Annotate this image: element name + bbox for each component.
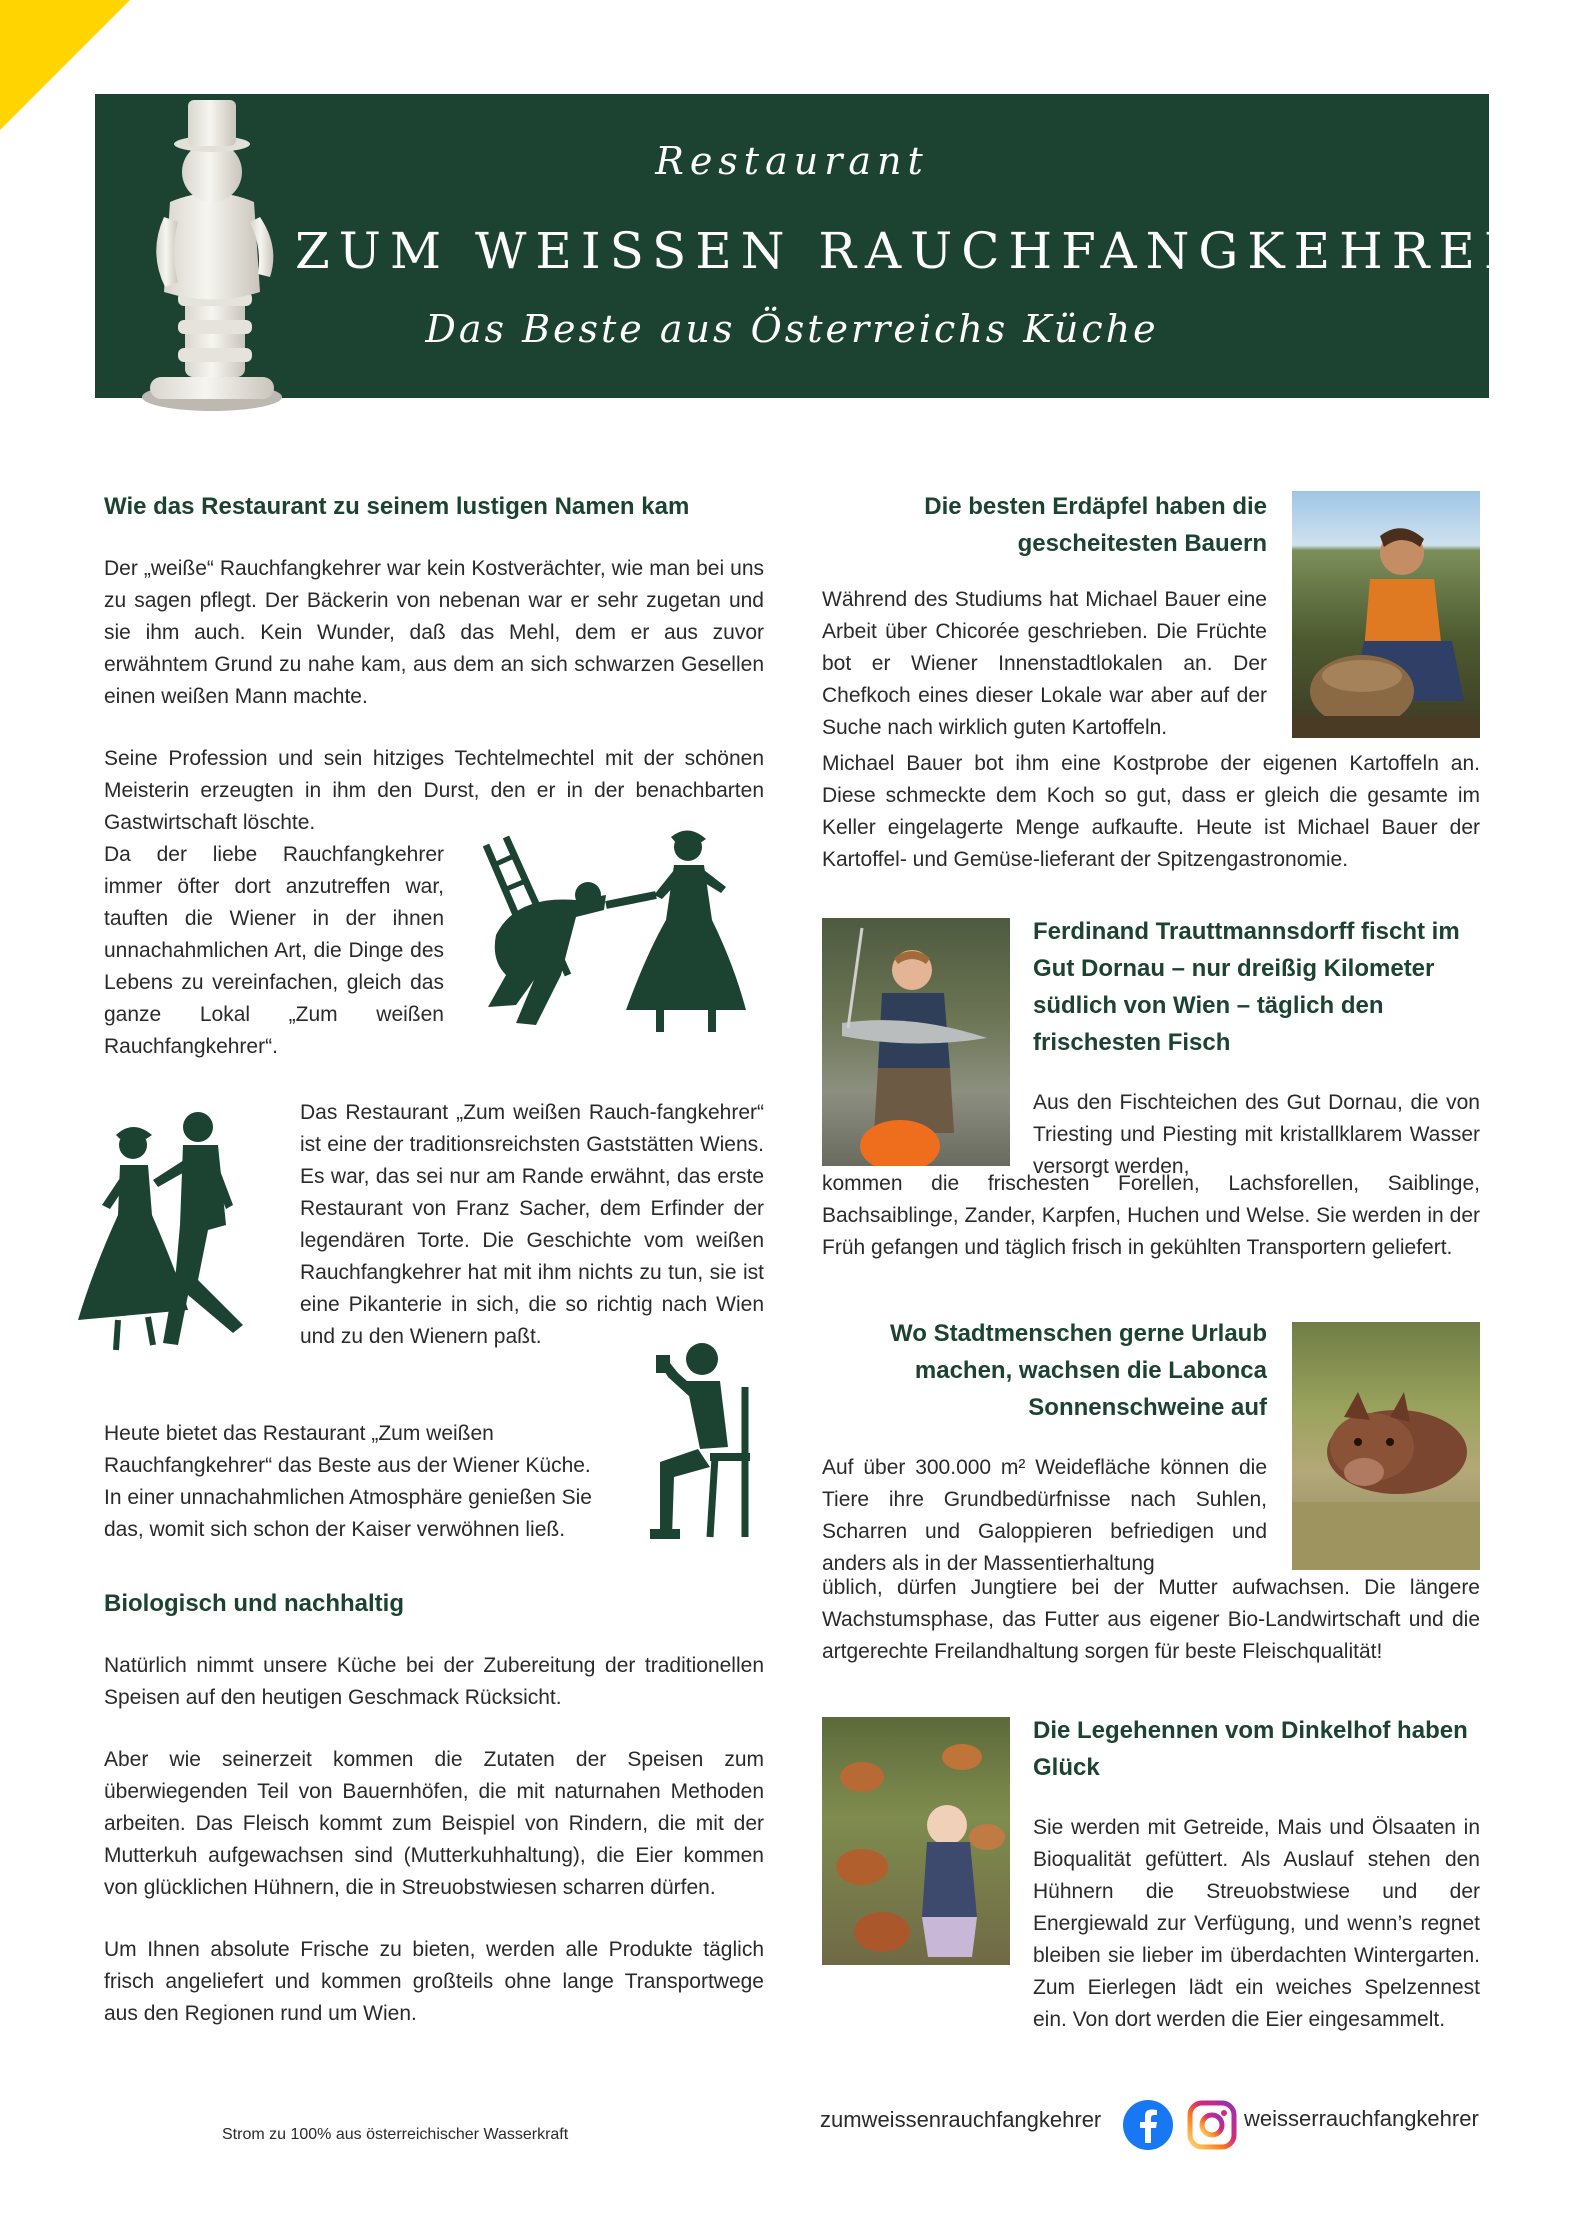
header-kicker: Restaurant xyxy=(655,139,929,183)
instagram-icon[interactable] xyxy=(1186,2099,1238,2151)
farmer-potatoes-photo xyxy=(1292,491,1480,738)
potatoes-section xyxy=(822,488,1267,744)
facebook-link[interactable] xyxy=(820,2106,1101,2133)
chimney-sweep-figurine xyxy=(120,92,300,417)
pigs-section xyxy=(822,1315,1267,1580)
header-banner xyxy=(95,94,1531,398)
section-heading-biologisch: Biologisch und nachhaltig xyxy=(104,1590,404,1617)
facebook-handle: zumweissenrauchfangkehrer xyxy=(820,2107,1102,2133)
facebook-icon[interactable] xyxy=(1122,2099,1174,2151)
fish-paragraph-cont: kommen die frischesten Forellen, Lachsforellen, Saiblinge, Bachsaiblinge, Zander, Karpfen, Huchen und Welse. Sie werden in der Früh gefangen und täglich frisch in gekühlten Transportern geliefert. xyxy=(822,1172,1480,1259)
biologisch-paragraph-3: Um Ihnen absolute Frische zu bieten, werden alle Produkte täglich frisch angeliefert und kommen großteils ohne lange Transportwege aus den Regionen rund um Wien. xyxy=(104,1938,764,2025)
silhouette-sweep-and-lady xyxy=(476,825,766,1047)
name-origin-paragraph-2a: Seine Profession und sein hitziges Techtelmechtel mit der schönen Meisterin erzeugten in ihm den Durst, den er in der benachbarten Gastwirtschaft löschte. xyxy=(104,747,764,834)
hens-paragraph: Sie werden mit Getreide, Mais und Ölsaaten in Bioqualität gefüttert. Als Auslauf stehen den Hühnern die Streuobstwiese und der Energiewald zur Verfügung, und wenn’s regnet bleiben sie lieber im überdachten Wintergarten. Zum Eierlegen lädt ein weiches Spelzennest ein. Von dort werden die Eier eingesammelt. xyxy=(1033,1816,1480,2031)
fish-paragraph: Aus den Fischteichen des Gut Dornau, die von Triesting und Piesting mit kristallklarem Wasser versorgt werden, xyxy=(1033,1091,1480,1178)
section-heading-name-origin: Wie das Restaurant zu seinem lustigen Namen kam xyxy=(104,493,690,520)
silhouette-dancing-couple xyxy=(58,1105,288,1355)
pig-photo xyxy=(1292,1322,1480,1570)
potatoes-paragraph-cont: Michael Bauer bot ihm eine Kostprobe der eigenen Kartoffeln an. Diese schmeckte dem Koch so gut, dass er gleich die gesamte im Keller eingelagerte Menge aufkaufte. Heute ist Michael Bauer der Kartoffel- und Gemüse-lieferant der Spitzengastronomie. xyxy=(822,752,1480,871)
silhouette-seated-drinker xyxy=(650,1337,762,1543)
potatoes-heading: Die besten Erdäpfel haben die gescheitesten Bauern xyxy=(924,493,1267,557)
restaurant-title: ZUM WEISSEN RAUCHFANGKEHRER xyxy=(295,222,1531,280)
section-biologisch xyxy=(104,1585,764,2030)
biologisch-paragraph-2: Aber wie seinerzeit kommen die Zutaten der Speisen zum überwiegenden Teil von Bauernhöfen, die mit naturnahen Methoden arbeiten. Das Fleisch kommt zum Beispiel von Rindern, die mit der Mutterkuh aufgewachsen sind (Mutterkuhhaltung), die Eier kommen von glücklichen Hühnern, die in Streuobstwiesen scharren dürfen. xyxy=(104,1748,764,1899)
pigs-heading: Wo Stadtmenschen gerne Urlaub machen, wachsen die Labonca Sonnenschweine auf xyxy=(890,1320,1267,1421)
potatoes-paragraph: Während des Studiums hat Michael Bauer eine Arbeit über Chicorée geschrieben. Die Früchte bot er Wiener Innenstadtlokalen an. Der Chefkoch eines dieser Lokale war aber auf der Suche nach wirklich guten Kartoffeln. xyxy=(822,588,1267,739)
name-origin-paragraph-2b: Da der liebe Rauchfangkehrer immer öfter dort anzutreffen war, tauften die Wiener in der ihnen unnachahmlichen Art, die Dinge des Lebens zu vereinfachen, gleich das ganze Lokal „Zum weißen Rauchfangkehrer“. xyxy=(104,843,444,1058)
hens-photo xyxy=(822,1717,1010,1965)
biologisch-paragraph-1: Natürlich nimmt unsere Küche bei der Zubereitung der traditionellen Speisen auf den heutigen Geschmack Rücksicht. xyxy=(104,1654,764,1709)
today-block xyxy=(104,1418,614,1546)
header-subtitle: Das Beste aus Österreichs Küche xyxy=(425,307,1159,351)
today-paragraph: Heute bietet das Restaurant „Zum weißen Rauchfangkehrer“ das Beste aus der Wiener Küche. In einer unnachahmlichen Atmosphäre genießen Sie das, womit sich schon der Kaiser verwöhnen ließ. xyxy=(104,1422,592,1541)
hens-heading: Die Legehennen vom Dinkelhof haben Glück xyxy=(1033,1717,1468,1781)
instagram-link[interactable] xyxy=(1244,2106,1479,2132)
pigs-paragraph-cont: üblich, dürfen Jungtiere bei der Mutter aufwachsen. Die längere Wachstumsphase, das Futter aus eigener Bio-Landwirtschaft und die artgerechte Freilandhaltung sorgen für beste Fleischqualität! xyxy=(822,1576,1480,1663)
fish-section-cont xyxy=(822,1168,1480,1264)
potatoes-section-cont xyxy=(822,748,1480,876)
pigs-section-cont xyxy=(822,1572,1480,1668)
instagram-handle: weisserrauchfangkehrer xyxy=(1244,2106,1479,2131)
name-origin-paragraph-1: Der „weiße“ Rauchfangkehrer war kein Kostverächter, wie man bei uns zu sagen pflegt. Der Bäckerin von nebenan war er sehr zugetan und sie ihm auch. Kein Wunder, daß das Mehl, dem er aus zuvor erwähntem Grund zu nahe kam, aus dem an sich schwarzen Gesellen einen weißen Mann machte. xyxy=(104,557,764,708)
hens-section xyxy=(1033,1712,1480,2036)
fisherman-photo xyxy=(822,918,1010,1166)
fish-section xyxy=(1033,913,1480,1183)
restaurant-history-paragraph: Das Restaurant „Zum weißen Rauch-fangkehrer“ ist eine der traditionsreichsten Gaststätten Wiens. Es war, das sei nur am Rande erwähnt, das erste Restaurant von Franz Sacher, dem Erfinder der legendären Torte. Die Geschichte vom weißen Rauchfangkehrer hat mit ihm nichts zu tun, sie ist eine Pikanterie in sich, die so richtig nach Wien und zu den Wienern paßt. xyxy=(300,1101,764,1348)
pigs-paragraph: Auf über 300.000 m² Weidefläche können die Tiere ihre Grundbedürfnisse nach Suhlen, Scharren und Galoppieren befriedigen und anders als in der Massentierhaltung xyxy=(822,1456,1267,1575)
footer-note: Strom zu 100% aus österreichischer Wasserkraft xyxy=(222,2126,569,2143)
fish-heading: Ferdinand Trauttmannsdorff fischt im Gut Dornau – nur dreißig Kilometer südlich von Wien – täglich den frischesten Fisch xyxy=(1033,918,1460,1056)
restaurant-history-block xyxy=(300,1097,764,1353)
